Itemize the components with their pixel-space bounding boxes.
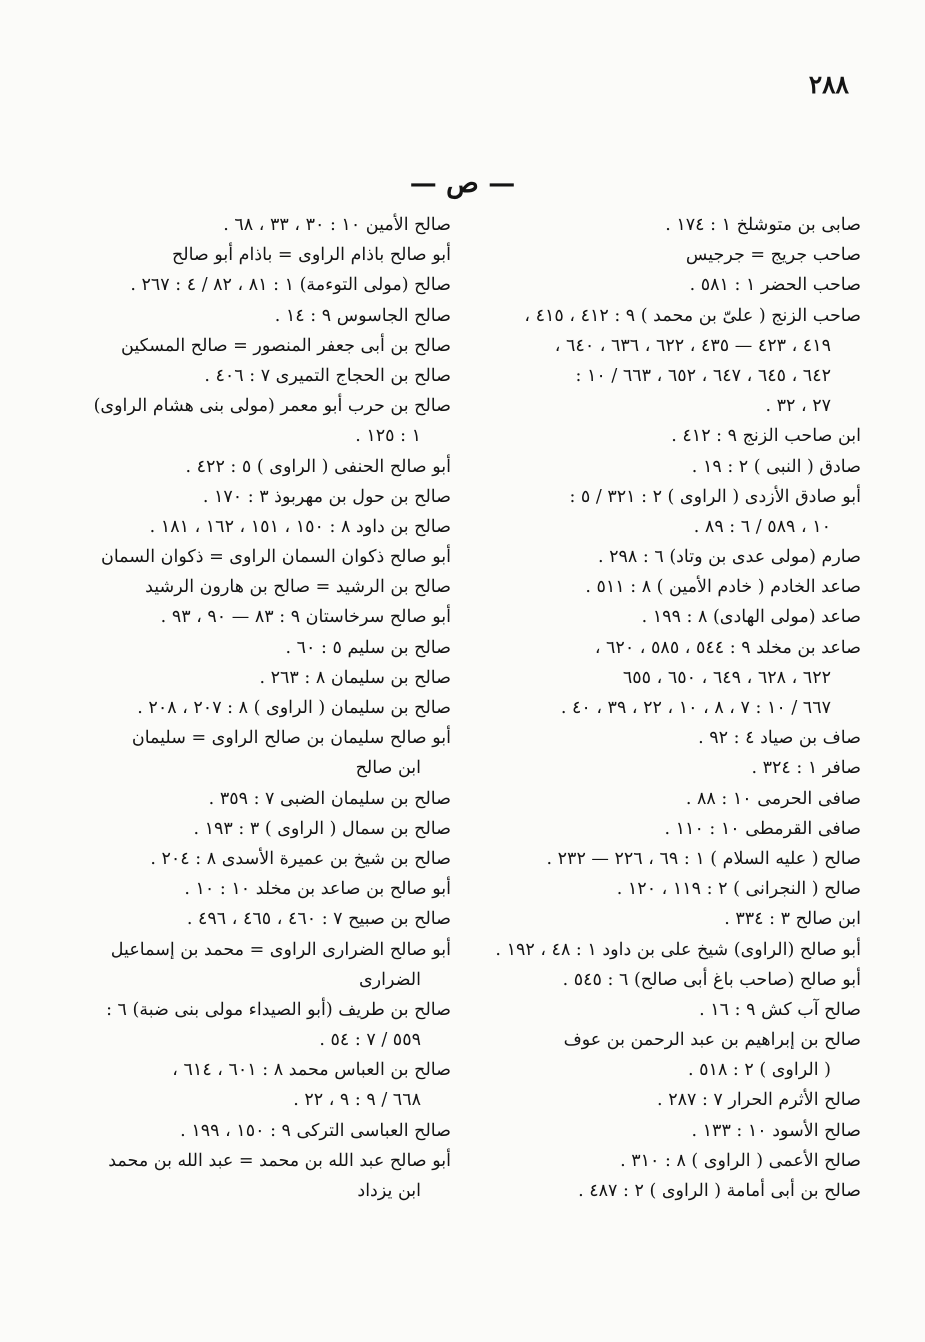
index-entry-line: أبو صالح (صاحب باغ أبى صالح) ٦ : ٥٤٥ .: [562, 969, 861, 990]
index-entry-line: صالح العباسى التركى ٩ : ١٥٠ ، ١٩٩ .: [180, 1120, 451, 1141]
index-entry-line: صالح بن سليم ٥ : ٦٠ .: [285, 637, 451, 658]
index-entry-line: ابن صاحب الزنج ٩ : ٤١٢ .: [671, 426, 861, 447]
index-column-left: [71, 210, 451, 1206]
index-entry-line: صالح الأعمى ( الراوى ) ٨ : ٣١٠ .: [620, 1150, 861, 1171]
index-entry-line: صافى الحرمى ١٠ : ٨٨ .: [685, 788, 861, 809]
index-entry-line: ( الراوى ) ٢ : ٥١٨ .: [688, 1060, 831, 1081]
index-entry-line: ٦٦٧ / ١٠ : ٧ ، ٨ ، ١٠ ، ٢٢ ، ٣٩ ، ٤٠ .: [560, 698, 831, 718]
index-entry-line: صالح بن إبراهيم بن عبد الرحمن بن عوف: [563, 1030, 861, 1051]
index-entry-line: أبو صادق الأزدى ( الراوى ) ٢ : ٣٢١ / ٥ :: [569, 486, 861, 507]
index-entry-line: ٦٢٢ ، ٦٢٨ ، ٦٤٩ ، ٦٥٠ ، ٦٥٥: [622, 667, 831, 688]
index-entry-line: صالح بن طريف (أبو الصيداء مولى بنى ضبة) ٦ :: [106, 999, 451, 1020]
index-entry-line: صالح بن حرب أبو معمر (مولى بنى هشام الراوى): [93, 396, 451, 417]
index-entry-line: صالح بن العباس محمد ٨ : ٦٠١ ، ٦١٤ ،: [172, 1060, 451, 1081]
index-entry-line: أبو صالح (الراوى) شيخ على بن داود ١ : ٤٨ ، ١٩٢ .: [495, 939, 861, 960]
index-entry-line: ١ : ١٢٥ .: [355, 426, 421, 447]
index-entry-line: أبو صالح عبد الله بن محمد = عبد الله بن محمد: [108, 1150, 451, 1171]
index-entry-line: صالح بن شيخ بن عميرة الأسدى ٨ : ٢٠٤ .: [150, 848, 451, 869]
index-entry-line: ١٠ ، ٥٨٩ / ٦ : ٨٩ .: [693, 516, 831, 537]
index-entry-line: صالح بن صبيح ٧ : ٤٦٠ ، ٤٦٥ ، ٤٩٦ .: [186, 909, 451, 930]
index-entry-line: أبو صالح سليمان بن صالح الراوى = سليمان: [131, 728, 451, 749]
index-entry-line: صالح بن داود ٨ : ١٥٠ ، ١٥١ ، ١٦٢ ، ١٨١ .: [149, 516, 451, 537]
page-number: ٢٨٨: [808, 70, 849, 99]
index-entry-line: صاعد الخادم ( خادم الأمين ) ٨ : ٥١١ .: [585, 577, 861, 598]
index-entry-line: صالح بن سمال ( الراوى ) ٣ : ١٩٣ .: [193, 818, 451, 839]
index-entry-line: أبو صالح الحنفى ( الراوى ) ٥ : ٤٢٢ .: [185, 456, 451, 477]
index-entry-line: أبو صالح ذكوان السمان الراوى = ذكوان السمان: [100, 547, 451, 568]
index-entry-line: صالح الأثرم الحرار ٧ : ٢٨٧ .: [657, 1090, 861, 1111]
index-entry-line: صالح بن الرشيد = صالح بن هارون الرشيد: [145, 577, 451, 598]
index-entry-line: صالح الأسود ١٠ : ١٣٣ .: [691, 1120, 861, 1141]
index-entry-line: أبو صالح بن صاعد بن مخلد ١٠ : ١٠ .: [184, 879, 451, 900]
index-entry-line: ٥٥٩ / ٧ : ٥٤ .: [319, 1030, 421, 1051]
index-entry-line: الضرارى: [358, 969, 421, 990]
index-entry-line: صادق ( النبى ) ٢ : ١٩ .: [691, 456, 861, 477]
index-entry-line: صاف بن صياد ٤ : ٩٢ .: [698, 728, 861, 749]
index-entry-line: صالح الجاسوس ٩ : ١٤ .: [274, 305, 451, 326]
index-entry-line: ٦٤٢ ، ٦٤٥ ، ٦٤٧ ، ٦٥٢ ، ٦٦٣ / ١٠ :: [575, 365, 831, 386]
index-entry-line: ٦٦٨ / ٩ : ٩ ، ٢٢ .: [293, 1090, 421, 1111]
index-entry-line: صالح بن أبى جعفر المنصور = صالح المسكين: [121, 335, 451, 356]
index-entry-line: صالح (مولى التوءمة) ١ : ٨١ ، ٨٢ / ٤ : ٢٦٧ .: [130, 275, 451, 296]
index-entry-line: صابى بن متوشلخ ١ : ١٧٤ .: [665, 215, 861, 235]
index-entry-line: صالح بن حول بن مهربوذ ٣ : ١٧٠ .: [202, 486, 451, 507]
index-entry-line: صاحب الزنج ( علىّ بن محمد ) ٩ : ٤١٢ ، ٤١٥ ،: [524, 305, 861, 326]
index-entry-line: صالح آب كش ٩ : ١٦ .: [699, 999, 861, 1020]
index-entry-line: صالح بن أبى أمامة ( الراوى ) ٢ : ٤٨٧ .: [578, 1181, 861, 1201]
index-entry-line: ٤١٩ ، ٤٢٣ — ٤٣٥ ، ٦٢٢ ، ٦٣٦ ، ٦٤٠ ،: [554, 335, 831, 356]
index-entry-line: صاحب الحضر ١ : ٥٨١ .: [689, 275, 861, 296]
section-heading: — ص —: [409, 168, 516, 199]
index-entry-line: صالح بن سليمان ( الراوى ) ٨ : ٢٠٧ ، ٢٠٨ .: [137, 698, 451, 718]
index-entry-line: ابن صالح ٣ : ٣٣٤ .: [724, 909, 861, 930]
index-entry-line: صالح بن سليمان ٨ : ٢٦٣ .: [259, 667, 451, 688]
index-entry-line: صاعد بن مخلد ٩ : ٥٤٤ ، ٥٨٥ ، ٦٢٠ ،: [594, 637, 861, 658]
index-entry-line: صالح بن سليمان الضبى ٧ : ٣٥٩ .: [208, 788, 451, 809]
index-entry-line: صارم (مولى عدى بن وتاد) ٦ : ٢٩٨ .: [597, 547, 861, 568]
index-entry-line: ابن يزداد: [357, 1181, 421, 1201]
index-entry-line: أبو صالح الضرارى الراوى = محمد بن إسماعيل: [110, 939, 451, 960]
index-column-right: [481, 210, 861, 1206]
index-entry-line: ٢٧ ، ٣٢ .: [765, 396, 831, 417]
index-entry-line: صافى القرمطى ١٠ : ١١٠ .: [664, 818, 861, 839]
index-entry-line: صالح ( النجرانى ) ٢ : ١١٩ ، ١٢٠ .: [616, 879, 861, 900]
index-entry-line: صافر ١ : ٣٢٤ .: [751, 758, 861, 779]
index-entry-line: صاعد (مولى الهادى) ٨ : ١٩٩ .: [641, 607, 861, 628]
index-entry-line: صالح بن الحجاج التميرى ٧ : ٤٠٦ .: [204, 365, 451, 386]
index-entry-line: صالح الأمين ١٠ : ٣٠ ، ٣٣ ، ٦٨ .: [223, 215, 451, 235]
index-entry-line: صالح ( عليه السلام ) ١ : ٦٩ ، ٢٢٦ — ٢٣٢ .: [546, 848, 861, 869]
index-entry-line: صاحب جريج = جرجيس: [685, 245, 861, 266]
index-entry-line: ابن صالح: [355, 758, 421, 779]
index-entry-line: أبو صالح باذام الراوى = باذام أبو صالح: [171, 245, 451, 266]
index-entry-line: أبو صالح سرخاستان ٩ : ٨٣ — ٩٠ ، ٩٣ .: [160, 607, 451, 628]
